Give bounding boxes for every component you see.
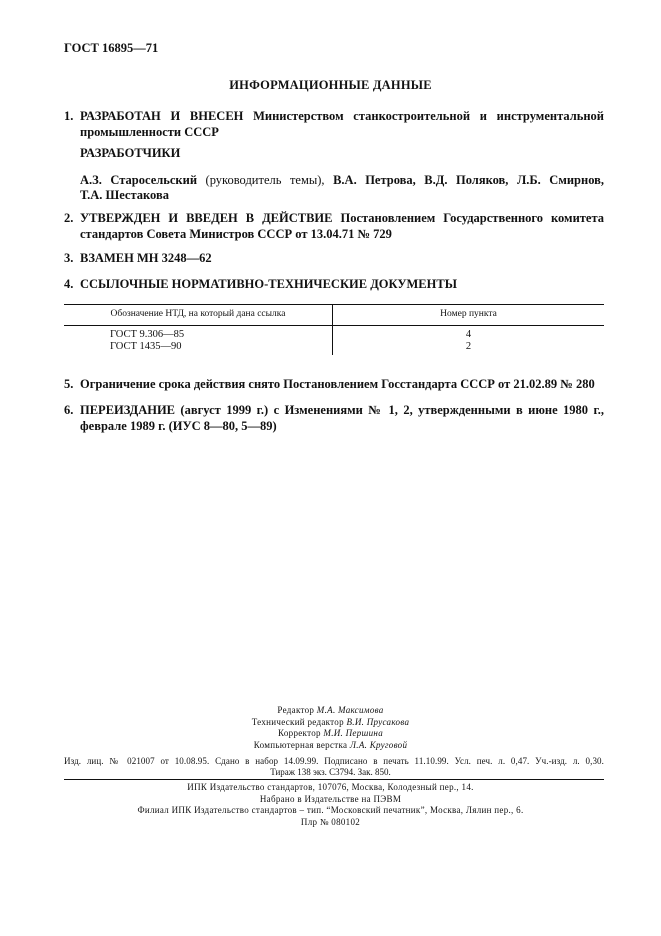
item-6-number: 6.	[64, 403, 74, 417]
imprint-line-2: Тираж 138 экз. С3794. Зак. 850.	[270, 767, 391, 777]
developers-line-1: А.З. Старосельский (руководитель темы), В.А. Петрова, В.Д. Поляков, Л.Б. Смирнов,	[80, 173, 605, 187]
item-5-number: 5.	[64, 377, 74, 391]
item-1	[64, 108, 604, 140]
table-row	[64, 341, 604, 355]
item-6	[64, 402, 604, 434]
publisher-line-4: Плр № 080102	[300, 816, 361, 827]
item-2-text: УТВЕРЖДЕН И ВВЕДЕН В ДЕЙСТВИЕ Постановлением Государственного комитета стандартов Совета Министров СССР от 13.04.71 № 729	[80, 211, 604, 241]
credit-corrector: Корректор М.И. Першина	[278, 728, 383, 738]
developers-line-2: Т.А. Шестакова	[80, 188, 169, 202]
publisher-line-1: ИПК Издательство стандартов, 107076, Москва, Колодезный пер., 14.	[187, 782, 474, 792]
developers-heading: РАЗРАБОТЧИКИ	[80, 146, 181, 160]
page-title: ИНФОРМАЦИОННЫЕ ДАННЫЕ	[229, 78, 432, 92]
item-4	[64, 276, 604, 292]
publisher-info	[0, 782, 661, 828]
item-3-text: ВЗАМЕН МН 3248—62	[80, 251, 212, 265]
publisher-line-3: Филиал ИПК Издательство стандартов – тип. “Московский печатник”, Москва, Лялин пер., 6.	[137, 805, 524, 815]
table-cell-document: ГОСТ 1435—90	[64, 341, 333, 355]
item-1-text: РАЗРАБОТАН И ВНЕСЕН Министерством станкостроительной и инструментальной промышленности СССР	[80, 109, 604, 139]
publisher-line-2: Набрано в Издательстве на ПЭВМ	[259, 793, 402, 804]
table-header-row	[64, 305, 604, 326]
gost-code: ГОСТ 16895—71	[64, 41, 159, 55]
credit-editor: Редактор М.А. Максимова	[277, 705, 384, 715]
table-cell-document: ГОСТ 9.306—85	[64, 326, 333, 342]
table-cell-clause: 2	[465, 341, 472, 352]
reference-documents-table	[64, 304, 604, 355]
item-5-text: Ограничение срока действия снято Постановлением Госстандарта СССР от 21.02.89 № 280	[80, 377, 595, 391]
editorial-credits	[0, 705, 661, 751]
column-header-clause: Номер пункта	[333, 305, 605, 326]
item-2	[64, 210, 604, 242]
item-5	[64, 376, 604, 392]
item-3-number: 3.	[64, 251, 74, 265]
divider	[64, 779, 604, 780]
credit-layout: Компьютерная верстка Л.А. Круговой	[253, 739, 408, 750]
item-6-text: ПЕРЕИЗДАНИЕ (август 1999 г.) с Изменениями № 1, 2, утвержденными в июне 1980 г., феврале 1989 г. (ИУС 8—80, 5—89)	[80, 403, 604, 433]
table-cell-clause: 4	[465, 329, 472, 340]
item-1-number: 1.	[64, 109, 74, 123]
item-3	[64, 250, 604, 266]
item-4-text: ССЫЛОЧНЫЕ НОРМАТИВНО-ТЕХНИЧЕСКИЕ ДОКУМЕНТЫ	[80, 277, 457, 291]
imprint-line-1: Изд. лиц. № 021007 от 10.08.95. Сдано в набор 14.09.99. Подписано в печать 11.10.99. Усл. печ. л. 0,47. Уч.-изд. л. 0,30.	[64, 756, 604, 766]
table-row	[64, 326, 604, 342]
item-2-number: 2.	[64, 211, 74, 225]
column-header-document: Обозначение НТД, на который дана ссылка	[64, 305, 333, 326]
item-4-number: 4.	[64, 277, 74, 291]
credit-tech-editor: Технический редактор В.И. Прусакова	[251, 716, 410, 727]
